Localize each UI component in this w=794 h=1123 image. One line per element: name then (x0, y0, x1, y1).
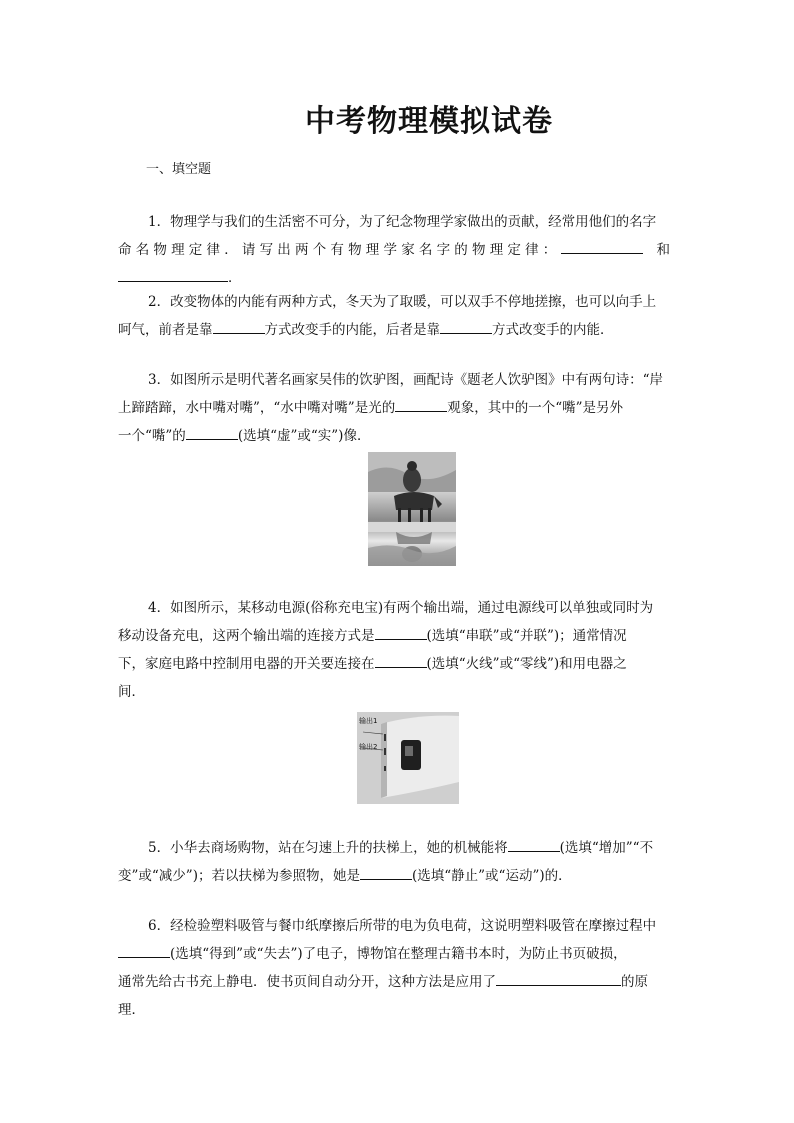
page-title: 中考物理模拟试卷 (305, 104, 553, 139)
q5-blank-2[interactable] (360, 864, 412, 880)
q6-text-5: 理． (118, 1002, 145, 1018)
q1-text-2: 命名物理定律．请写出两个有物理学家名字的物理定律： (118, 242, 561, 258)
q3-text-1: 3．如图所示是明代著名画家吴伟的饮驴图，画配诗《题老人饮驴图》中有两句诗：“岸 (148, 372, 663, 388)
q6-blank-1[interactable] (118, 942, 170, 958)
q4-blank-2[interactable] (375, 652, 427, 668)
q4-text-6: 间． (118, 684, 145, 700)
q2-blank-1[interactable] (213, 318, 265, 334)
q5-blank-1[interactable] (508, 836, 560, 852)
q2-text-2: 呵气，前者是靠 (118, 322, 213, 338)
donkey-painting-image (368, 452, 456, 566)
q4-text-3: (选填“串联”或“并联”)；通常情况 (426, 628, 627, 644)
question-1 (118, 208, 678, 292)
q3-text-5: (选填“虚”或“实”)像． (237, 428, 371, 444)
q3-text-3: 观象，其中的一个“嘴”是另外 (447, 400, 624, 416)
question-5 (118, 834, 678, 890)
output-1-label: 输出1 (359, 717, 378, 725)
q5-text-3: 变”或“减少”)；若以扶梯为参照物，她是 (118, 868, 360, 884)
power-bank-image (357, 712, 459, 804)
q1-text-4: ． (228, 270, 242, 286)
q1-blank-2[interactable] (118, 266, 228, 282)
q5-text-4: (选填“静止”或“运动”)的． (411, 868, 572, 884)
q3-text-2: 上蹄踏蹄，水中嘴对嘴”，“水中嘴对嘴”是光的 (118, 400, 396, 416)
q2-blank-2[interactable] (440, 318, 492, 334)
q2-text-4: 方式改变手的内能． (492, 322, 614, 338)
q6-text-1: 6．经检验塑料吸管与餐巾纸摩擦后所带的电为负电荷，这说明塑料吸管在摩擦过程中 (148, 918, 657, 934)
q2-text-1: 2．改变物体的内能有两种方式，冬天为了取暖，可以双手不停地搓擦，也可以向手上 (148, 294, 657, 310)
question-3 (118, 366, 678, 450)
q4-text-4: 下，家庭电路中控制用电器的开关要连接在 (118, 656, 375, 672)
q6-blank-2[interactable] (496, 970, 621, 986)
q4-blank-1[interactable] (375, 624, 427, 640)
output-2-label: 输出2 (359, 743, 378, 751)
q6-text-3: 通常先给古书充上静电．使书页间自动分开，这种方法是应用了 (118, 974, 496, 990)
question-6 (118, 912, 678, 1024)
q4-text-1: 4．如图所示，某移动电源(俗称充电宝)有两个输出端，通过电源线可以单独或同时为 (148, 600, 654, 616)
q3-text-4: 一个“嘴”的 (118, 428, 186, 444)
q1-text-1: 1．物理学与我们的生活密不可分，为了纪念物理学家做出的贡献，经常用他们的名字 (148, 214, 657, 230)
question-2 (118, 288, 678, 344)
q4-text-2: 移动设备充电，这两个输出端的连接方式是 (118, 628, 375, 644)
q3-blank-1[interactable] (395, 396, 447, 412)
q2-text-3: 方式改变手的内能，后者是靠 (264, 322, 440, 338)
donkey-painting-drawing (368, 452, 456, 566)
q6-text-4: 的原 (621, 974, 648, 990)
q5-text-1: 5．小华去商场购物，站在匀速上升的扶梯上，她的机械能将 (148, 840, 508, 856)
q1-blank-1[interactable] (561, 238, 643, 254)
section-heading: 一、填空题 (146, 162, 212, 177)
q3-blank-2[interactable] (186, 424, 238, 440)
q6-text-2: (选填“得到”或“失去”)了电子，博物馆在整理古籍书本时，为防止书页破损， (170, 946, 627, 962)
question-4 (118, 594, 678, 706)
q4-text-5: (选填“火线”或“零线”)和用电器之 (426, 656, 627, 672)
q1-text-3: 和 (656, 242, 675, 258)
q5-text-2: (选填“增加”“不 (559, 840, 654, 856)
